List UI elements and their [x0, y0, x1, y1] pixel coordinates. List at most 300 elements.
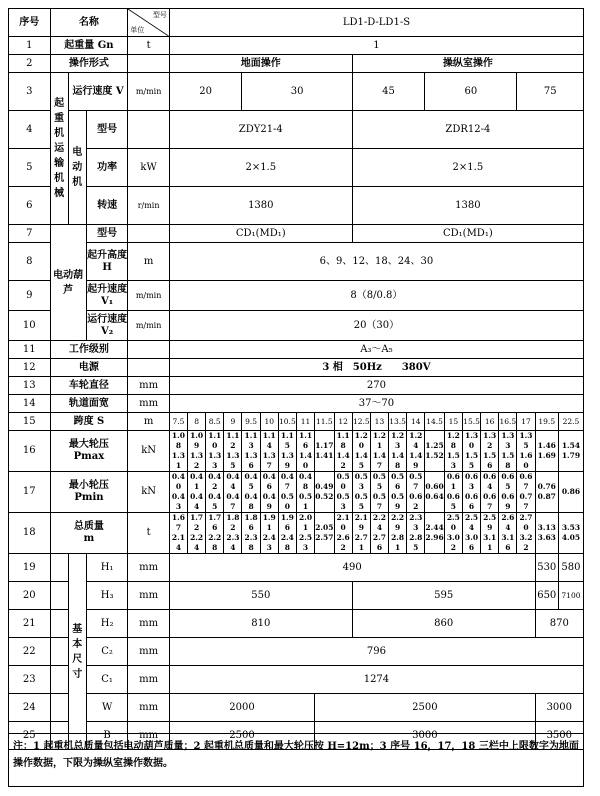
pressure-value: [407, 513, 425, 554]
pressure-value: [425, 513, 444, 554]
pressure-value: [334, 472, 352, 513]
upper-value: 1.23: [391, 431, 405, 450]
lower-value: 1.60: [519, 451, 533, 470]
table-row: [9, 9, 584, 37]
row-unit: [128, 111, 170, 149]
group-dims: 基本尺寸: [68, 554, 86, 750]
pressure-value: [535, 513, 558, 554]
group-hoist: 电动葫芦: [50, 225, 86, 341]
upper-value: 1.12: [226, 431, 240, 450]
lower-value: 1.37: [262, 451, 276, 470]
pressure-value: [352, 431, 370, 472]
lower-value: 3.11: [483, 533, 497, 552]
hoist-model: CD₁(MD₁): [352, 225, 583, 243]
upper-value: 0.64: [483, 472, 497, 491]
pressure-value: [296, 513, 314, 554]
row-ground: 地面操作: [169, 55, 352, 73]
upper-value: 1.18: [336, 431, 350, 450]
dim-value: 1274: [169, 666, 583, 694]
lower-value: 1.35: [226, 451, 240, 470]
row-no: 7: [9, 225, 51, 243]
upper-value: 1.21: [372, 431, 386, 450]
row-unit: r/min: [128, 187, 170, 225]
row-unit: mm: [128, 610, 170, 638]
row-blank: [50, 610, 68, 638]
row-value: A₃～A₅: [169, 341, 583, 359]
pressure-value: [462, 431, 480, 472]
pressure-value: [481, 431, 499, 472]
lower-value: 1.33: [208, 451, 222, 470]
upper-value: 1.14: [262, 431, 276, 450]
row-no: 13: [9, 377, 51, 395]
dim-value: 490: [169, 554, 535, 582]
upper-value: 1.54: [561, 441, 581, 450]
table-row: [9, 431, 584, 472]
pressure-value: [407, 472, 425, 513]
dim-value: 796: [169, 638, 583, 666]
row-unit: m/min: [128, 73, 170, 111]
upper-value: 2.44: [425, 523, 444, 532]
upper-value: 1.86: [244, 513, 258, 532]
pressure-value: [206, 472, 224, 513]
row-blank: [50, 638, 68, 666]
dim-value: 595: [352, 582, 535, 610]
dim-value: 3000: [315, 722, 535, 750]
table-row: [9, 694, 584, 722]
pressure-value: [558, 472, 583, 513]
row-name-main: 最小轮压: [68, 480, 109, 491]
span-value: 9: [224, 413, 242, 431]
table-row: [9, 413, 584, 431]
pressure-value: [334, 513, 352, 554]
dim-value: 3500: [535, 722, 583, 750]
pressure-value: [517, 472, 535, 513]
lower-value: 1.58: [501, 451, 515, 470]
lower-value: 2.57: [315, 533, 334, 542]
table-row: [9, 582, 584, 610]
lower-value: 2.96: [425, 533, 444, 542]
upper-value: 1.82: [226, 513, 240, 532]
table-row: [9, 472, 584, 513]
upper-value: 0.65: [501, 472, 515, 491]
pressure-value: [444, 472, 462, 513]
footnote: 注：1 起重机总质量包括电动葫芦质量；2 起重机总质量和最大轮压按 H=12m；3 序号 16，17，18 三栏中上限数字为地面操作数据，下限为操纵室操作数据。: [8, 733, 584, 787]
lower-value: 0.64: [425, 492, 444, 501]
table-row: [9, 55, 584, 73]
upper-value: 1.24: [409, 431, 423, 450]
row-unit: [128, 225, 170, 243]
span-value: 22.5: [558, 413, 583, 431]
row-unit: m: [128, 243, 170, 281]
row-name: C₂: [86, 638, 128, 666]
pressure-value: [242, 472, 260, 513]
lower-value: 0.44: [190, 492, 204, 511]
pressure-value: [444, 431, 462, 472]
row-no: 23: [9, 666, 51, 694]
lower-value: 2.85: [409, 533, 423, 552]
pressure-value: [278, 472, 296, 513]
row-name-main: 最大轮压: [68, 439, 109, 450]
upper-value: 2.05: [315, 523, 334, 532]
row-unit: mm: [128, 395, 170, 413]
pressure-value: [188, 513, 206, 554]
upper-value: 0.86: [561, 487, 581, 496]
row-name: 操作形式: [50, 55, 128, 73]
spec-table: [8, 8, 584, 750]
pressure-value: [334, 431, 352, 472]
row-value: 6、9、12、18、24、30: [169, 243, 583, 281]
lower-value: 0.65: [446, 492, 460, 511]
dim-value: 530: [535, 554, 558, 582]
lower-value: 0.59: [391, 492, 405, 511]
row-name: 运行速度 V₂: [86, 311, 128, 341]
upper-value: 2.59: [483, 513, 497, 532]
lower-value: 2.62: [336, 533, 350, 552]
upper-value: 0.60: [425, 482, 444, 491]
pressure-value: [481, 513, 499, 554]
speed-value: 20: [169, 73, 242, 111]
span-value: 8: [188, 413, 206, 431]
table-row: [9, 638, 584, 666]
span-value: 14: [407, 413, 425, 431]
upper-value: 1.30: [465, 431, 479, 450]
span-value: 14.5: [425, 413, 444, 431]
row-name: 起升速度 V₁: [86, 281, 128, 311]
upper-value: 1.13: [244, 431, 258, 450]
row-unit: kW: [128, 149, 170, 187]
group-motor: 电动机: [68, 111, 86, 225]
row-no: 2: [9, 55, 51, 73]
lower-value: 0.45: [208, 492, 222, 511]
pressure-value: [389, 431, 407, 472]
upper-value: 1.09: [190, 431, 204, 450]
motor-model: ZDR12-4: [352, 111, 583, 149]
lower-value: 0.66: [465, 492, 479, 511]
lower-value: 1.41: [315, 451, 334, 460]
upper-value: 3.13: [537, 523, 556, 532]
upper-value: 2.10: [336, 513, 350, 532]
upper-value: 2.19: [354, 513, 368, 532]
motor-model: ZDY21-4: [169, 111, 352, 149]
dim-value: 550: [169, 582, 352, 610]
span-value: 16: [481, 413, 499, 431]
lower-value: 2.34: [226, 533, 240, 552]
pressure-value: [315, 431, 334, 472]
row-value: 37～70: [169, 395, 583, 413]
lower-value: 2.76: [372, 533, 386, 552]
lower-value: 0.87: [537, 492, 556, 501]
row-blank: [50, 694, 68, 722]
header-seq: 序号: [9, 9, 51, 37]
row-name: [50, 513, 128, 554]
pressure-value: [260, 431, 278, 472]
row-value: 20（30）: [169, 311, 583, 341]
pressure-value: [352, 513, 370, 554]
lower-value: 1.52: [425, 451, 444, 460]
lower-value: 2.28: [208, 533, 222, 552]
span-value: 9.5: [242, 413, 260, 431]
row-unit: mm: [128, 722, 170, 750]
row-no: 22: [9, 638, 51, 666]
lower-value: 1.49: [409, 451, 423, 470]
lower-value: 0.53: [336, 492, 350, 511]
row-no: 9: [9, 281, 51, 311]
lower-value: 1.31: [171, 451, 185, 470]
row-unit: [128, 359, 170, 377]
speed-value: 75: [517, 73, 584, 111]
table-row: [9, 243, 584, 281]
lower-value: 1.48: [391, 451, 405, 470]
upper-value: 0.46: [262, 472, 276, 491]
header-model: LD1-D-LD1-S: [169, 9, 583, 37]
upper-value: 0.40: [171, 472, 185, 491]
dim-value: 810: [169, 610, 352, 638]
row-name: 起升高度 H: [86, 243, 128, 281]
pressure-value: [260, 472, 278, 513]
pressure-value: [481, 472, 499, 513]
lower-value: 2.71: [354, 533, 368, 552]
pressure-value: [296, 431, 314, 472]
upper-value: 1.67: [171, 513, 185, 532]
row-name: 跨度 S: [50, 413, 128, 431]
dim-value: 860: [352, 610, 535, 638]
span-value: 19.5: [535, 413, 558, 431]
upper-value: 1.46: [537, 441, 556, 450]
table-row: [9, 513, 584, 554]
span-value: 15: [444, 413, 462, 431]
row-value: 270: [169, 377, 583, 395]
lower-value: 0.55: [354, 492, 368, 511]
span-value: 10: [260, 413, 278, 431]
row-unit: [128, 55, 170, 73]
table-row: [9, 359, 584, 377]
pressure-value: [499, 472, 517, 513]
hoist-model: CD₁(MD₁): [169, 225, 352, 243]
upper-value: 1.32: [483, 431, 497, 450]
row-no: 3: [9, 73, 51, 111]
table-row: [9, 187, 584, 225]
upper-value: 0.76: [537, 482, 556, 491]
pressure-value: [169, 472, 187, 513]
lower-value: 0.49: [262, 492, 276, 511]
lower-value: 2.24: [190, 533, 204, 552]
row-name-main: 总质量: [73, 521, 104, 532]
lower-value: 0.69: [501, 492, 515, 511]
motor-power: 2×1.5: [169, 149, 352, 187]
row-name: 轨道面宽: [50, 395, 128, 413]
pressure-value: [535, 472, 558, 513]
row-no: 1: [9, 37, 51, 55]
upper-value: 0.61: [446, 472, 460, 491]
upper-value: 0.57: [409, 472, 423, 491]
pressure-value: [425, 472, 444, 513]
row-name: 运行速度 V: [68, 73, 128, 111]
upper-value: 0.50: [336, 472, 350, 491]
table-row: [9, 341, 584, 359]
pressure-value: [444, 513, 462, 554]
table-row: [9, 377, 584, 395]
row-name: [50, 431, 128, 472]
upper-value: 0.44: [226, 472, 240, 491]
row-no: 8: [9, 243, 51, 281]
upper-value: 1.72: [190, 513, 204, 532]
pressure-value: [370, 513, 388, 554]
speed-value: 60: [425, 73, 517, 111]
row-blank: [50, 582, 68, 610]
upper-value: 1.96: [280, 513, 294, 532]
motor-speed: 1380: [352, 187, 583, 225]
pressure-value: [224, 431, 242, 472]
upper-value: 1.08: [171, 431, 185, 450]
upper-value: 1.15: [280, 431, 294, 450]
lower-value: 0.43: [171, 492, 185, 511]
upper-value: 1.25: [425, 441, 444, 450]
dim-value: 7100: [558, 582, 583, 610]
row-name: 车轮直径: [50, 377, 128, 395]
diag-top-label: 型号: [152, 11, 167, 19]
row-unit: kN: [128, 431, 170, 472]
lower-value: 1.39: [280, 451, 294, 470]
row-name: C₁: [86, 666, 128, 694]
row-blank: [50, 554, 68, 582]
row-unit: mm: [128, 666, 170, 694]
lower-value: 1.69: [537, 451, 556, 460]
pressure-value: [407, 431, 425, 472]
upper-value: 0.48: [299, 472, 313, 491]
row-blank: [50, 666, 68, 694]
row-name: 型号: [86, 225, 128, 243]
dim-value: 2500: [315, 694, 535, 722]
upper-value: 1.76: [208, 513, 222, 532]
lower-value: 3.02: [446, 533, 460, 552]
table-row: [9, 111, 584, 149]
pressure-value: [517, 513, 535, 554]
row-name: H₁: [86, 554, 128, 582]
pressure-value: [169, 431, 187, 472]
row-no: 17: [9, 472, 51, 513]
lower-value: 1.42: [336, 451, 350, 470]
upper-value: 0.56: [391, 472, 405, 491]
upper-value: 1.35: [519, 431, 533, 450]
lower-value: 2.48: [280, 533, 294, 552]
upper-value: 2.29: [391, 513, 405, 532]
row-no: 15: [9, 413, 51, 431]
lower-value: 2.14: [171, 533, 185, 552]
row-no: 12: [9, 359, 51, 377]
table-row: [9, 311, 584, 341]
row-name: 电源: [50, 359, 128, 377]
upper-value: 2.01: [299, 513, 313, 532]
lower-value: 0.77: [519, 492, 533, 511]
span-value: 13: [370, 413, 388, 431]
upper-value: 1.17: [315, 441, 334, 450]
upper-value: 2.54: [465, 513, 479, 532]
pressure-value: [206, 513, 224, 554]
lower-value: 0.62: [409, 492, 423, 511]
lower-value: 4.05: [561, 533, 581, 542]
speed-value: 30: [242, 73, 352, 111]
lower-value: 0.48: [244, 492, 258, 511]
dim-value: 650: [535, 582, 558, 610]
pressure-value: [206, 431, 224, 472]
header-name: 名称: [50, 9, 128, 37]
dim-value: 2000: [169, 694, 314, 722]
pressure-value: [389, 472, 407, 513]
span-value: 7.5: [169, 413, 187, 431]
span-value: 12.5: [352, 413, 370, 431]
row-no: 18: [9, 513, 51, 554]
pressure-value: [499, 431, 517, 472]
row-value: 8（8/0.8）: [169, 281, 583, 311]
row-name-sub: Pmin: [74, 492, 104, 503]
upper-value: 1.20: [354, 431, 368, 450]
pressure-value: [242, 431, 260, 472]
table-row: [9, 666, 584, 694]
pressure-value: [169, 513, 187, 554]
pressure-value: [462, 472, 480, 513]
upper-value: 1.16: [299, 431, 313, 450]
row-unit: kN: [128, 472, 170, 513]
upper-value: 0.55: [372, 472, 386, 491]
row-no: 16: [9, 431, 51, 472]
pressure-value: [352, 472, 370, 513]
row-unit: m/min: [128, 311, 170, 341]
pressure-value: [278, 431, 296, 472]
lower-value: 0.67: [483, 492, 497, 511]
upper-value: 0.42: [208, 472, 222, 491]
lower-value: 3.63: [537, 533, 556, 542]
group-crane: 起重机运输机械: [50, 73, 68, 225]
row-unit: mm: [128, 638, 170, 666]
table-row: [9, 73, 584, 111]
span-value: 11: [296, 413, 314, 431]
row-unit: m/min: [128, 281, 170, 311]
pressure-value: [535, 431, 558, 472]
upper-value: 0.41: [190, 472, 204, 491]
lower-value: 0.51: [299, 492, 313, 511]
row-no: 10: [9, 311, 51, 341]
row-no: 11: [9, 341, 51, 359]
row-unit: mm: [128, 377, 170, 395]
table-row: [9, 610, 584, 638]
upper-value: 2.24: [372, 513, 386, 532]
upper-value: 0.53: [354, 472, 368, 491]
lower-value: 2.43: [262, 533, 276, 552]
row-name: 功率: [86, 149, 128, 187]
dim-value: 2500: [169, 722, 314, 750]
row-no: 5: [9, 149, 51, 187]
lower-value: 0.52: [315, 492, 334, 501]
lower-value: 1.40: [299, 451, 313, 470]
row-no: 6: [9, 187, 51, 225]
span-value: 15.5: [462, 413, 480, 431]
motor-power: 2×1.5: [352, 149, 583, 187]
span-value: 13.5: [389, 413, 407, 431]
table-row: [9, 281, 584, 311]
pressure-value: [296, 472, 314, 513]
row-no: 25: [9, 722, 51, 750]
row-name: [50, 472, 128, 513]
table-row: [9, 37, 584, 55]
pressure-value: [517, 431, 535, 472]
lower-value: 1.55: [465, 451, 479, 470]
span-value: 17: [517, 413, 535, 431]
pressure-value: [389, 513, 407, 554]
pressure-value: [242, 513, 260, 554]
upper-value: 2.50: [446, 513, 460, 532]
lower-value: 2.53: [299, 533, 313, 552]
row-value: 1: [169, 37, 583, 55]
